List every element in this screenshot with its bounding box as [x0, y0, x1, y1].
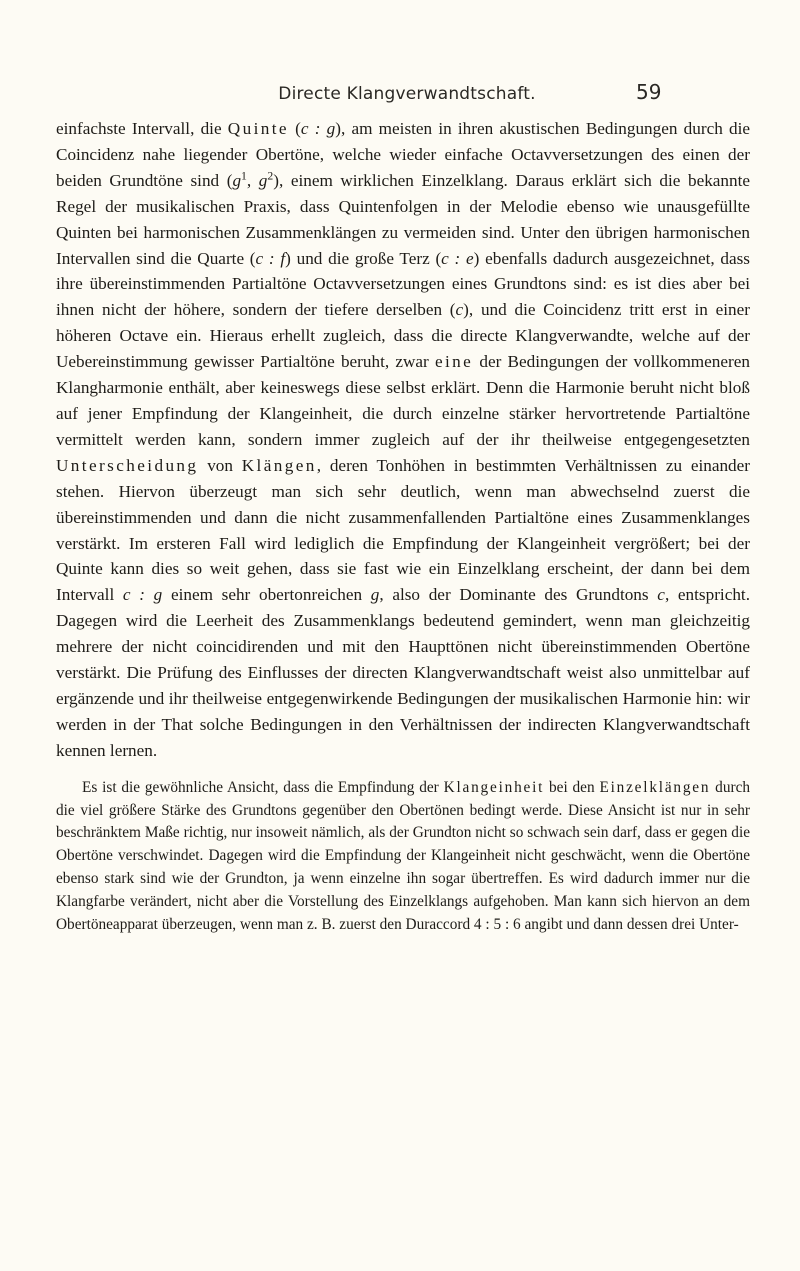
- text-run: bei den: [544, 778, 600, 796]
- text-run: einfachste Intervall, die: [56, 119, 228, 138]
- note-interval: c : g: [122, 585, 163, 605]
- note-symbol: g: [232, 170, 242, 190]
- body-text: [56, 116, 750, 937]
- page-header: [0, 0, 800, 110]
- emphasis-klaengen: Klängen: [241, 455, 317, 475]
- note-interval: c : g: [300, 119, 336, 138]
- note-symbol: g: [370, 585, 380, 605]
- page-number: 59: [636, 80, 662, 104]
- main-paragraph: [56, 116, 750, 764]
- note-symbol: g: [258, 170, 268, 190]
- emphasis-einzelklaengen: Einzelklängen: [599, 778, 711, 796]
- emphasis-eine: eine: [434, 352, 474, 372]
- note-interval: c : e: [441, 248, 474, 268]
- text-run: , deren Tonhöhen in bestimmten Verhältnissen zu einander stehen. Hiervon überzeugt man sich sehr deutlich, wenn man abwechselnd zuerst die übereinstimmenden und dann die nicht zusammenfallenden Partialtöne eines Zusammenklanges verstärkt. Im ersteren Fall wird lediglich die Empfindung der Klangeinheit vergrößert; bei der Quinte kann dies so weit gehen, dass sie fast wie ein Einzelklang erscheint, der dann bei dem Intervall: [56, 455, 751, 605]
- text-run: von: [198, 455, 242, 475]
- text-run: ) ebenfalls dadurch ausgezeichnet, dass ihre übereinstimmenden Partialtöne Octavversetzungen eines Grundtons sind: es ist dies aber bei ihnen nicht der höhere, sondern der tiefere derselben (: [56, 248, 750, 320]
- emphasis-quinte: Quinte: [227, 119, 289, 138]
- text-run: ), und die Coincidenz tritt erst in einer höheren Octave ein. Hieraus erhellt zugleich, dass die directe Klangverwandte, welche auf der Uebereinstimmung gewisser Partialtöne beruht, zwar: [56, 300, 750, 372]
- text-run: einem sehr obertonreichen: [162, 585, 371, 605]
- text-run: der Bedingungen der vollkommeneren Klangharmonie enthält, aber keineswegs diese selbst erklärt. Denn die Harmonie beruht nicht bloß auf jener Empfindung der Klangeinheit, die durch einzelne stärker hervortretende Partialtöne vermittelt werden kann, sondern immer zugleich auf der ihr theilweise entgegengesetzten: [56, 352, 750, 449]
- text-run: ,: [246, 170, 259, 190]
- emphasis-unterscheidung: Unterscheidung: [56, 455, 199, 475]
- superscript: 1: [241, 169, 247, 183]
- text-run: , entspricht. Dagegen wird die Leerheit des Zusammenklangs bedeutend gemindert, wenn man gleichzeitig mehrere der nicht coincidirenden und mit den Haupttönen nicht übereinstimmenden Obertöne verstärkt. Die Prüfung des Einflusses der directen Klangverwandtschaft weist also unmittelbar auf ergänzende und ihr theilweise entgegenwirkende Bedingungen der musikalischen Harmonie hin: wir werden in der That solche Bedingungen in den Verhältnissen der indirecten Klangverwandtschaft kennen lernen.: [56, 585, 751, 760]
- text-run: ) und die große Terz (: [285, 248, 442, 268]
- footnote-paragraph: [56, 777, 750, 937]
- note-symbol: c: [455, 300, 464, 320]
- text-run: durch die viel größere Stärke des Grundtons gegenüber den Obertönen bedingt werde. Diese Ansicht ist nur in sehr beschränktem Maße richtig, nur insoweit nämlich, als der Grundton nicht so schwach sein darf, dass er gegen die Obertöne verschwindet. Dagegen wird die Empfindung der Klangeinheit nicht geschwächt, wenn die Obertöne ebenso stark sind wie der Grundton, ja wenn einzelne ihn sogar übertreffen. Es wird dadurch immer nur die Klangfarbe verändert, nicht aber die Vorstellung des Einzelklangs aufgehoben. Man kann sich hiervon an dem Obertöneapparat überzeugen, wenn man z. B. zuerst den Duraccord 4 : 5 : 6 angibt und dann dessen drei Unter-: [56, 778, 751, 934]
- note-symbol: c: [657, 585, 665, 605]
- text-run: ), einem wirklichen Einzelklang. Daraus erklärt sich die bekannte Regel der musikalischen Praxis, dass Quintenfolgen in der Melodie ebenso wie unausgefüllte Quinten bei harmonischen Zusammenklängen zu vermeiden sind. Unter den übrigen harmonischen Intervallen sind die Quarte (: [56, 170, 751, 268]
- text-run: , also der Dominante des Grundtons: [379, 585, 658, 605]
- text-run: ), am meisten in ihren akustischen Bedingungen durch die Coincidenz nahe liegender Obertöne, welche wieder einfache Octavversetzungen des einen der beiden Grundtöne sind (: [56, 119, 750, 190]
- emphasis-klangeinheit: Klangeinheit: [443, 778, 545, 796]
- note-interval: c : f: [255, 248, 286, 268]
- text-run: (: [288, 119, 301, 138]
- superscript: 2: [267, 169, 274, 183]
- running-title: Directe Klangverwandtschaft.: [278, 84, 536, 104]
- text-run: Es ist die gewöhnliche Ansicht, dass die Empfindung der: [82, 778, 444, 796]
